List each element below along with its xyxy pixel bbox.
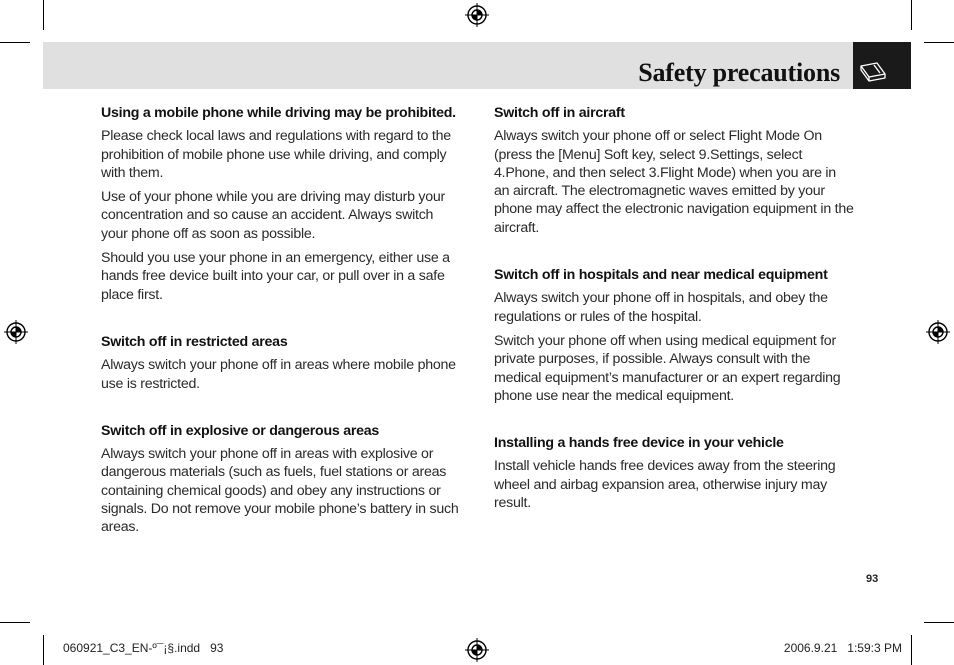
registration-mark-icon xyxy=(4,320,28,344)
registration-mark-icon xyxy=(465,638,489,662)
footer-timestamp: 2006.9.21 1:59:3 PM xyxy=(783,641,902,655)
title-tab xyxy=(853,42,911,89)
crop-mark-top-left-horizontal xyxy=(0,42,30,43)
crop-mark-top-left-vertical xyxy=(43,0,44,30)
section-heading: Switch off in restricted areas xyxy=(101,333,288,350)
crop-mark-top-right-vertical xyxy=(911,0,912,30)
crop-mark-bottom-left-vertical xyxy=(43,635,44,665)
footer-file-name: 060921_C3_EN-º¯¡§.indd 93 xyxy=(63,641,224,655)
phone-book-icon xyxy=(853,42,911,89)
section-explosive-areas xyxy=(101,422,463,537)
paragraph: Switch your phone off when using medical equipment for private purposes, if possible. Always consult with the medical equipment’s manufacturer or an expert regarding phone use near the medical equipment. xyxy=(494,332,841,404)
page-title: Safety precautions xyxy=(638,58,840,87)
paragraph: Always switch your phone off in hospitals, and obey the regulations or rules of the hospital. xyxy=(494,290,828,325)
section-aircraft xyxy=(494,104,854,237)
paragraph: Please check local laws and regulations with regard to the prohibition of mobile phone use while driving, and comply with them. xyxy=(101,128,451,181)
section-heading: Switch off in hospitals and near medical equipment xyxy=(494,267,828,284)
section-heading: Using a mobile phone while driving may be prohibited. xyxy=(101,105,456,121)
section-heading: Switch off in aircraft xyxy=(494,105,625,121)
section-driving xyxy=(101,104,463,304)
section-hospitals xyxy=(494,266,854,405)
paragraph: Install vehicle hands free devices away from the steering wheel and airbag expansion area, otherwise injury may result. xyxy=(494,458,836,512)
left-column xyxy=(101,104,463,566)
paragraph: Should you use your phone in an emergency, either use a hands free device built into your car, or pull over in a safe place first. xyxy=(101,250,450,303)
section-hands-free xyxy=(494,434,854,512)
section-restricted-areas xyxy=(101,333,463,393)
crop-mark-bottom-right-horizontal xyxy=(924,622,954,623)
paragraph: Always switch your phone off in areas where mobile phone use is restricted. xyxy=(101,357,456,392)
page-number: 93 xyxy=(866,573,879,585)
section-heading: Installing a hands free device in your vehicle xyxy=(494,435,784,452)
paragraph: Always switch your phone off or select Flight Mode On (press the [Menu] Soft key, select 9.Settings, select 4.Phone, and then select 3.Flight Mode) when you are in an aircraft. The electromagnetic waves emitted by your phone may affect the electronic navigation equipment in the aircraft. xyxy=(494,128,854,236)
paragraph: Always switch your phone off in areas with explosive or dangerous materials (such as fuels, fuel stations or areas containing chemical goods) and obey any instructions or signals. Do not remove your mobile phone’s battery in such areas. xyxy=(101,446,459,536)
registration-mark-icon xyxy=(465,3,489,27)
registration-mark-icon xyxy=(926,320,950,344)
crop-mark-bottom-left-horizontal xyxy=(0,622,30,623)
crop-mark-top-right-horizontal xyxy=(924,42,954,43)
paragraph: Use of your phone while you are driving may disturb your concentration and so cause an accident. Always switch your phone off as soon as possible. xyxy=(101,189,446,242)
crop-mark-bottom-right-vertical xyxy=(911,635,912,665)
right-column xyxy=(494,104,854,541)
section-heading: Switch off in explosive or dangerous areas xyxy=(101,422,380,439)
